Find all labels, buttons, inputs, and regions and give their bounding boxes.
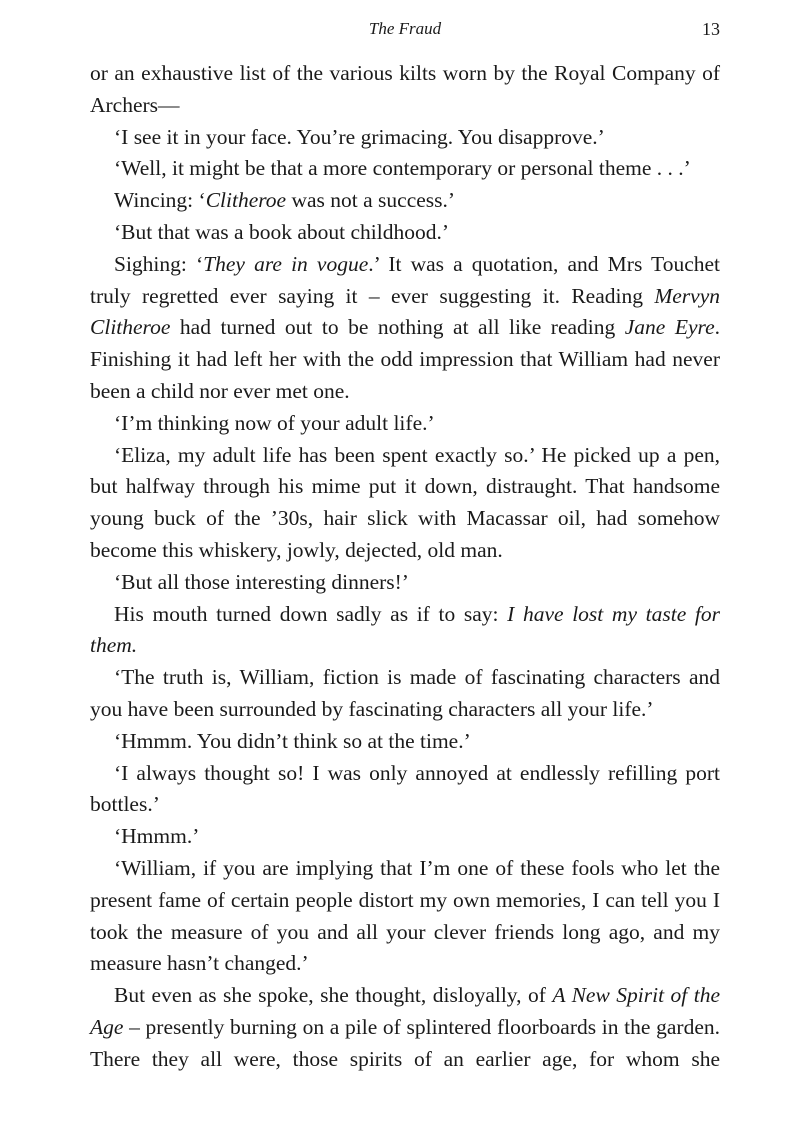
body-text xyxy=(90,58,720,1076)
paragraph xyxy=(90,185,720,217)
text-run: His mouth turned down sadly as if to say: xyxy=(114,601,508,626)
book-title: Clitheroe xyxy=(205,188,287,213)
text-run: was not a success.’ xyxy=(286,188,456,213)
paragraph: ‘But that was a book about childhood.’ xyxy=(114,219,449,244)
paragraph: or an exhaustive list of the various kilts worn by the Royal Company of Archers— xyxy=(90,61,720,117)
paragraph xyxy=(90,599,720,663)
paragraph xyxy=(90,980,720,1075)
running-header xyxy=(90,16,720,42)
paragraph: ‘Eliza, my adult life has been spent exactly so.’ He picked up a pen, but halfway through his mime put it down, distraught. That handsome young buck of the ’30s, hair slick with Macassar oil, had somehow become this whiskery, jowly, dejected, old man. xyxy=(90,442,720,562)
text-run: Sighing: ‘ xyxy=(114,251,204,276)
paragraph: ‘I always thought so! I was only annoyed at endlessly refilling port bottles.’ xyxy=(90,760,720,817)
paragraph: ‘The truth is, William, fiction is made of fascinating characters and you have been surrounded by fascinating characters all your life.’ xyxy=(90,665,720,721)
book-title: Mervyn Clitheroe xyxy=(90,283,720,340)
text-run: .’ It was a quotation, and Mrs Touchet truly regretted ever saying it – ever suggesting it. Reading xyxy=(90,251,720,308)
text-run: But even as she spoke, she thought, disloyally, of xyxy=(114,983,553,1008)
paragraph: ‘But all those interesting dinners!’ xyxy=(114,569,409,594)
paragraph: ‘William, if you are implying that I’m one of these fools who let the present fame of certain people distort my own memories, I can tell you I took the measure of you and all your clever friends long ago, and my measure hasn’t changed.’ xyxy=(90,855,720,976)
text-run: – presently burning on a pile of splintered floorboards in the garden. There they all were, those spirits of an earlier age, for whom she xyxy=(90,1014,720,1071)
paragraph: ‘Well, it might be that a more contemporary or personal theme . . .’ xyxy=(114,156,691,181)
text-run: Wincing: ‘ xyxy=(114,188,206,213)
paragraph: ‘Hmmm.’ xyxy=(114,824,200,849)
page-number: 13 xyxy=(702,19,720,39)
paragraph: ‘I see it in your face. You’re grimacing. You disapprove.’ xyxy=(114,124,605,149)
text-run: . Finishing it had left her with the odd impression that William had never been a child nor ever met one. xyxy=(90,315,720,403)
paragraph xyxy=(90,249,720,408)
italic-quote: They are in vogue xyxy=(203,251,369,276)
running-title: The Fraud xyxy=(368,19,442,38)
paragraph: ‘I’m thinking now of your adult life.’ xyxy=(114,410,435,435)
text-run: had turned out to be nothing at all like reading xyxy=(170,315,625,340)
paragraph: ‘Hmmm. You didn’t think so at the time.’ xyxy=(114,728,471,753)
book-title: Jane Eyre xyxy=(624,315,715,340)
italic-thought: I have lost my taste for them. xyxy=(90,601,720,658)
book-title: A New Spirit of the Age xyxy=(90,983,720,1039)
